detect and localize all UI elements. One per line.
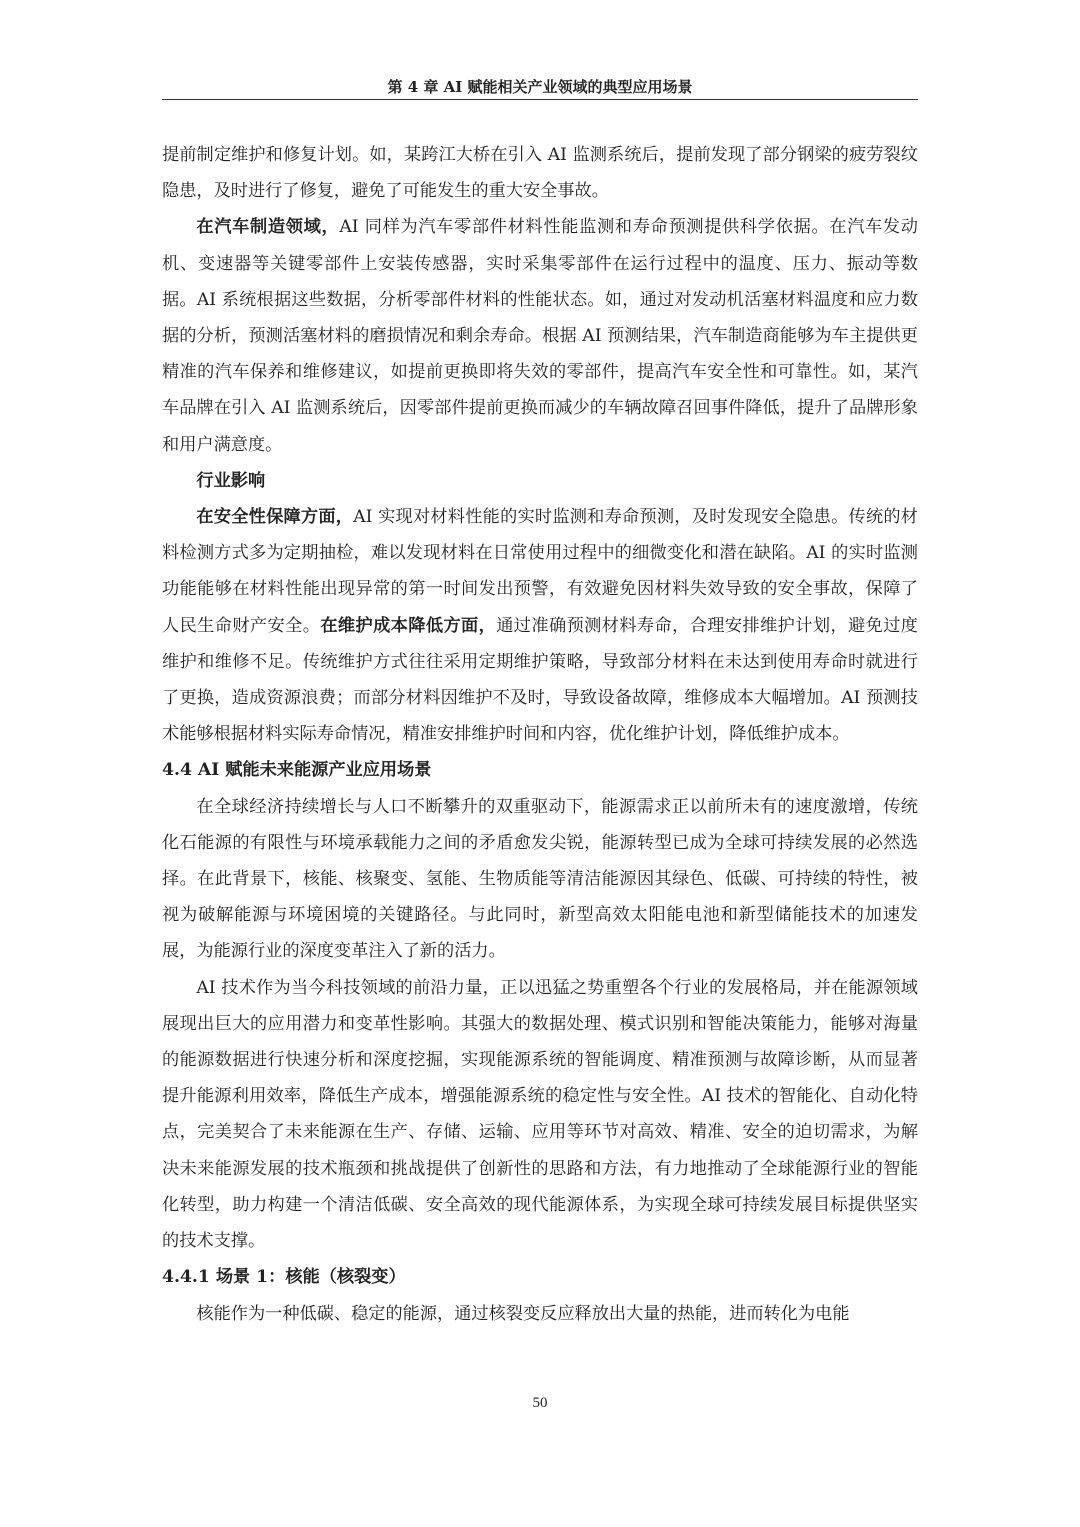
paragraph-nuclear-intro: 核能作为一种低碳、稳定的能源，通过核裂变反应释放出大量的热能，进而转化为电能 xyxy=(196,1303,850,1324)
document-body xyxy=(162,137,918,1332)
page-header-title: 第 4 章 AI 赋能相关产业领域的典型应用场景 xyxy=(387,78,693,96)
bold-lead-safety: 在安全性保障方面， xyxy=(196,507,354,528)
paragraph-auto-manufacturing-text: AI 同样为汽车零部件材料性能监测和寿命预测提供科学依据。在汽车发动机、变速器等关键零部件上安装传感器，实时采集零部件在运行过程中的温度、压力、振动等数据。AI 系统根据这些数据，分析零部件材料的性能状态。如，通过对发动机活塞材料温度和应力数据的分析，预测活塞材料的磨损情况和剩余寿命。根据 AI 预测结果，汽车制造商能够为车主提供更精准的汽车保养和维修建议，如提前更换即将失效的零部件，提高汽车安全性和可靠性。如，某汽车品牌在引入 AI 监测系统后，因零部件提前更换而减少的车辆故障召回事件降低，提升了品牌形象和用户满意度。 xyxy=(162,217,918,455)
paragraph-safety-text: AI 实现对材料性能的实时监测和寿命预测，及时发现安全隐患。传统的材料检测方式多为定期抽检，难以发现材料在日常使用过程中的细微变化和潜在缺陷。AI 的实时监测功能能够在材料性能出现异常的第一时间发出预警，有效避免因材料失效导致的安全事故，保障了人民生命财产安全。 xyxy=(162,507,918,636)
bold-lead-auto-manufacturing: 在汽车制造领域， xyxy=(196,217,340,238)
heading-industry-impact: 行业影响 xyxy=(196,470,266,491)
paragraph-auto-manufacturing xyxy=(162,209,918,462)
section-heading-4-4: 4.4 AI 赋能未来能源产业应用场景 xyxy=(162,760,432,781)
paragraph-cost-text: 通过准确预测材料寿命，合理安排维护计划，避免过度维护和维修不足。传统维护方式往往采用定期维护策略，导致部分材料在未达到使用寿命时就进行了更换，造成资源浪费；而部分材料因维护不及时，导致设备故障，维修成本大幅增加。AI 预测技术能够根据材料实际寿命情况，精准安排维护时间和内容，优化维护计划，降低维护成本。 xyxy=(162,615,918,745)
paragraph-safety-and-cost xyxy=(162,499,918,752)
paragraph-bridge-continuation: 提前制定维护和修复计划。如，某跨江大桥在引入 AI 监测系统后，提前发现了部分钢梁的疲劳裂纹隐患，及时进行了修复，避免了可能发生的重大安全事故。 xyxy=(162,145,918,202)
header-divider xyxy=(162,99,918,100)
paragraph-energy-demand: 在全球经济持续增长与人口不断攀升的双重驱动下，能源需求正以前所未有的速度激增，传统化石能源的有限性与环境承载能力之间的矛盾愈发尖锐，能源转型已成为全球可持续发展的必然选择。在此背景下，核能、核聚变、氢能、生物质能等清洁能源因其绿色、低碳、可持续的特性，被视为破解能源与环境困境的关键路径。与此同时，新型高效太阳能电池和新型储能技术的加速发展，为能源行业的深度变革注入了新的活力。 xyxy=(162,796,918,962)
page-number: 50 xyxy=(532,1395,548,1411)
section-heading-4-4-1: 4.4.1 场景 1：核能（核裂变） xyxy=(162,1267,406,1288)
paragraph-ai-energy: AI 技术作为当今科技领域的前沿力量，正以迅猛之势重塑各个行业的发展格局，并在能源领域展现出巨大的应用潜力和变革性影响。其强大的数据处理、模式识别和智能决策能力，能够对海量的能源数据进行快速分析和深度挖掘，实现能源系统的智能调度、精准预测与故障诊断，从而显著提升能源利用效率，降低生产成本，增强能源系统的稳定性与安全性。AI 技术的智能化、自动化特点，完美契合了未来能源在生产、存储、运输、应用等环节对高效、精准、安全的迫切需求，为解决未来能源发展的技术瓶颈和挑战提供了创新性的思路和方法，有力地推动了全球能源行业的智能化转型，助力构建一个清洁低碳、安全高效的现代能源体系，为实现全球可持续发展目标提供坚实的技术支撑。 xyxy=(162,977,918,1252)
bold-lead-cost: 在维护成本降低方面， xyxy=(320,615,497,636)
